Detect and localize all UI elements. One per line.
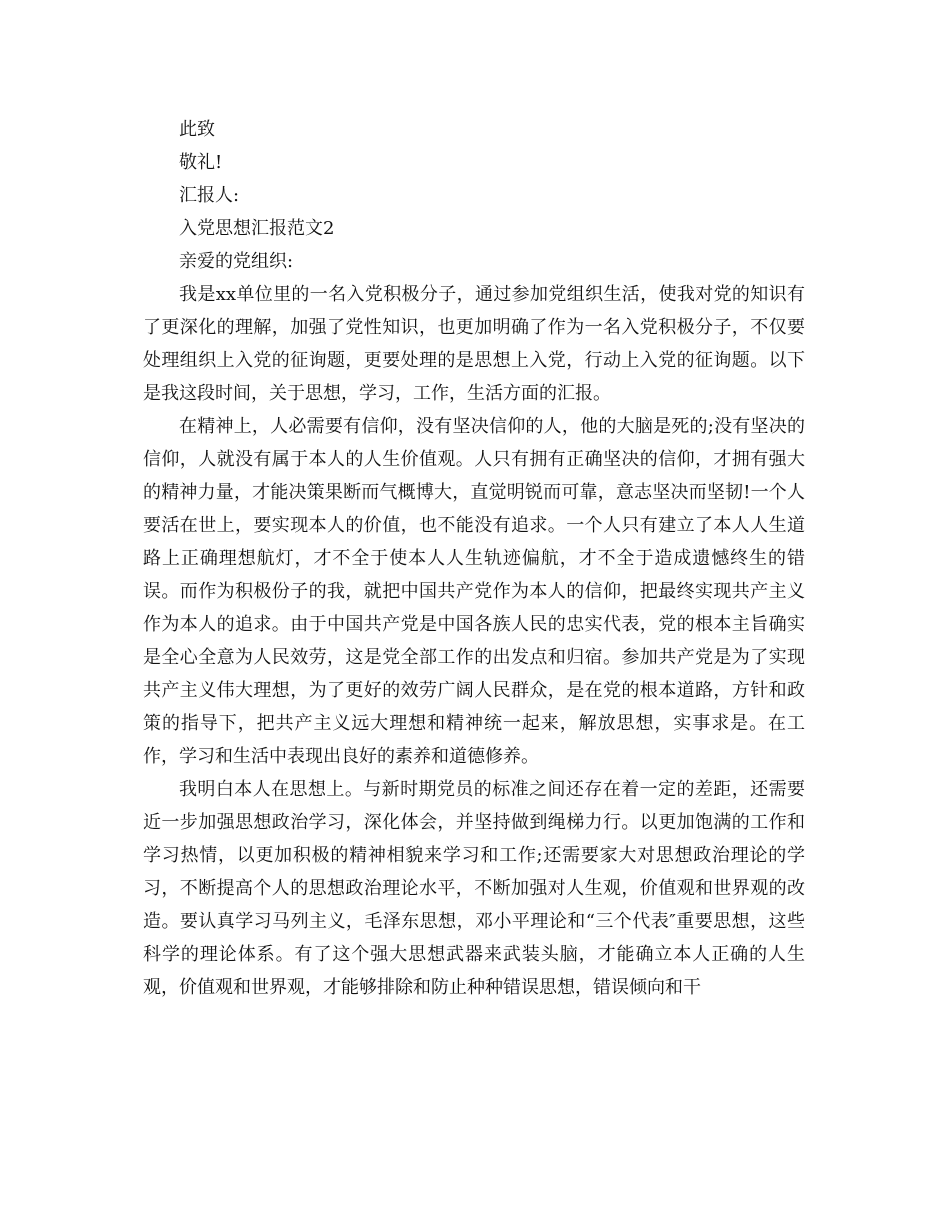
letter-closing: 此致 xyxy=(179,119,215,140)
reporter-label: 汇报人: xyxy=(179,185,240,206)
document-body xyxy=(143,113,805,1004)
letter-salute: 敬礼! xyxy=(179,152,223,173)
paragraph-intro: 我是xx单位里的一名入党积极分子，通过参加党组织生活，使我对党的知识有了更深化的理解，加强了党性知识，也更加明确了作为一名入党积极分子，不仅要处理组织上入党的征询题，更要处理的是思想上入党，行动上入党的征询题。以下是我这段时间，关于思想，学习，工作，生活方面的汇报。 xyxy=(143,284,805,404)
paragraph-self-assessment: 我明白本人在思想上。与新时期党员的标准之间还存在着一定的差距，还需要近一步加强思想政治学习，深化体会，并坚持做到绳梯力行。以更加饱满的工作和学习热情，以更加积极的精神相貌来学习和工作;还需要家大对思想政治理论的学习，不断提高个人的思想政治理论水平，不断加强对人生观，价值观和世界观的改造。要认真学习马列主义，毛泽东思想，邓小平理论和“三个代表″重要思想，这些科学的理论体系。有了这个强大思想武器来武装头脑，才能确立本人正确的人生观，价值观和世界观，才能够排除和防止种种错误思想，错误倾向和干 xyxy=(143,779,805,998)
article-title: 入党思想汇报范文2 xyxy=(179,218,335,239)
greeting: 亲爱的党组织: xyxy=(179,251,294,272)
paragraph-belief: 在精神上，人必需要有信仰，没有坚决信仰的人，他的大脑是死的;没有坚决的信仰，人就没有属于本人的人生价值观。人只有拥有正确坚决的信仰，才拥有强大的精神力量，才能决策果断而气概博大，直觉明锐而可靠，意志坚决而坚韧!一个人要活在世上，要实现本人的价值，也不能没有追求。一个人只有建立了本人人生道路上正确理想航灯，才不全于使本人人生轨迹偏航，才不全于造成遗憾终生的错误。而作为积极份子的我，就把中国共产党作为本人的信仰，把最终实现共产主义作为本人的追求。由于中国共产党是中国各族人民的忠实代表，党的根本主旨确实是全心全意为人民效劳，这是党全部工作的出发点和归宿。参加共产党是为了实现共产主义伟大理想，为了更好的效劳广阔人民群众，是在党的根本道路，方针和政策的指导下，把共产主义远大理想和精神统一起来，解放思想，实事求是。在工作，学习和生活中表现出良好的素养和道德修养。 xyxy=(143,416,805,767)
